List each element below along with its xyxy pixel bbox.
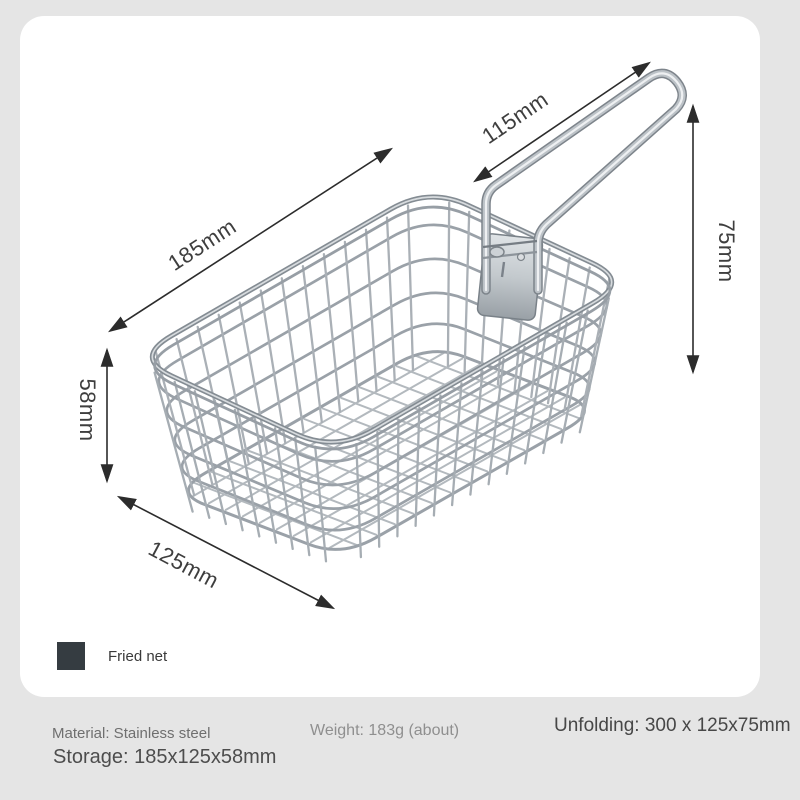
- legend-label: Fried net: [108, 647, 168, 665]
- dim-label-width: 125mm: [144, 535, 224, 594]
- legend-swatch: [57, 642, 85, 670]
- dim-label-length: 185mm: [163, 213, 241, 276]
- spec-material: Material: Stainless steel: [52, 725, 211, 742]
- dim-arrow-length: [110, 149, 391, 331]
- dim-label-handle-length: 115mm: [477, 86, 553, 149]
- spec-weight: Weight: 183g (about): [310, 722, 460, 739]
- dim-label-handle-height: 75mm: [714, 219, 740, 283]
- legend: [57, 642, 167, 670]
- wire-basket: [152, 197, 611, 561]
- spec-unfolding: Unfolding: 300 x 125x75mm: [554, 715, 791, 736]
- spec-storage: Storage: 185x125x58mm: [53, 746, 277, 768]
- dim-label-basket-height: 58mm: [75, 378, 101, 442]
